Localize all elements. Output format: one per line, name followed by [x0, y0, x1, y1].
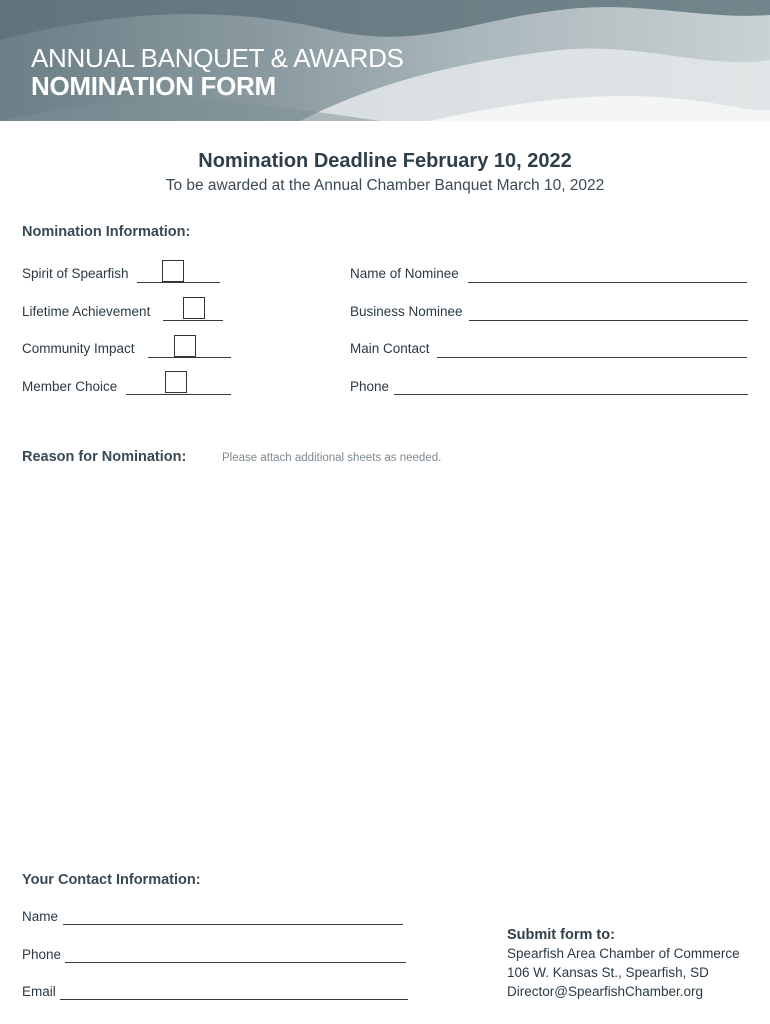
- input-business-nominee[interactable]: [469, 320, 748, 321]
- header-banner: [0, 0, 770, 121]
- submit-address: 106 W. Kansas St., Spearfish, SD: [507, 965, 709, 980]
- checkbox-community-impact[interactable]: [174, 335, 196, 357]
- submit-email-link[interactable]: Director@SpearfishChamber.org: [507, 984, 704, 999]
- reason-heading: Reason for Nomination:: [22, 449, 187, 465]
- contact-label-name: Name: [22, 909, 59, 924]
- input-nominee-phone[interactable]: [394, 394, 748, 395]
- contact-label-email: Email: [22, 984, 56, 999]
- checkbox-spirit-of-spearfish[interactable]: [162, 260, 184, 282]
- category-label-lifetime: Lifetime Achievement: [22, 304, 151, 319]
- category-label-community: Community Impact: [22, 341, 135, 356]
- award-date-note: To be awarded at the Annual Chamber Banquet March 10, 2022: [165, 177, 605, 194]
- category-label-spirit: Spirit of Spearfish: [22, 266, 129, 281]
- banner-title-line2: NOMINATION FORM: [31, 71, 276, 101]
- submit-organization: Spearfish Area Chamber of Commerce: [507, 946, 740, 961]
- checkbox-lifetime-achievement[interactable]: [183, 297, 205, 319]
- field-label-nominee-phone: Phone: [350, 379, 390, 394]
- field-label-business-nominee: Business Nominee: [350, 304, 463, 319]
- category-label-member: Member Choice: [22, 379, 118, 394]
- contact-info-heading: Your Contact Information:: [22, 872, 201, 888]
- input-name-of-nominee[interactable]: [468, 282, 747, 283]
- reason-text-area[interactable]: [22, 480, 748, 860]
- contact-label-phone: Phone: [22, 947, 62, 962]
- field-label-main-contact: Main Contact: [350, 341, 430, 356]
- category-line-spirit: [137, 282, 220, 283]
- banner-title-line1: ANNUAL BANQUET & AWARDS: [31, 43, 404, 73]
- deadline-title: Nomination Deadline February 10, 2022: [198, 150, 572, 172]
- category-line-lifetime: [163, 320, 223, 321]
- input-contact-name[interactable]: [63, 924, 403, 925]
- submit-heading: Submit form to:: [507, 927, 615, 943]
- category-line-member: [126, 394, 231, 395]
- nomination-info-heading: Nomination Information:: [22, 224, 191, 240]
- reason-hint: Please attach additional sheets as needed.: [222, 452, 442, 464]
- checkbox-member-choice[interactable]: [165, 371, 187, 393]
- field-label-name-of-nominee: Name of Nominee: [350, 266, 459, 281]
- input-contact-phone[interactable]: [65, 962, 406, 963]
- input-contact-email[interactable]: [60, 999, 408, 1000]
- input-main-contact[interactable]: [437, 357, 747, 358]
- category-line-community: [148, 357, 231, 358]
